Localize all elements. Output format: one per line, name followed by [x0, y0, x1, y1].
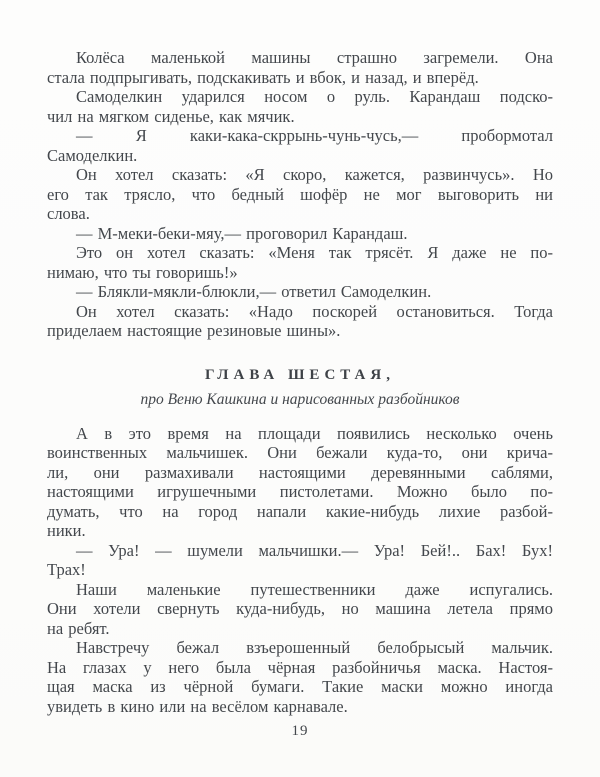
text-line: на ребят. [47, 618, 110, 638]
paragraph [47, 302, 553, 341]
text-line: ли, они размахивали настоящими деревянными саблями, [47, 462, 553, 482]
text-line: настоящими игрушечными пистолетами. Можно было по- [47, 482, 553, 501]
text-line: стала подпрыгивать, подскакивать и вбок, и назад, и вперёд. [47, 67, 479, 87]
text-line: увидеть в кино или на весёлом карнавале. [47, 696, 348, 716]
page-number: 19 [291, 723, 309, 739]
text-line: приделаем настоящие резиновые шины». [47, 321, 341, 340]
text-line: его так трясло, что бедный шофёр не мог выговорить ни [47, 184, 553, 204]
paragraph [47, 165, 553, 224]
paragraph [47, 243, 553, 282]
paragraph [47, 638, 553, 716]
text-line: Колёса маленькой машины страшно загремели. Она [76, 48, 553, 67]
paragraph [47, 126, 553, 165]
paragraph [47, 282, 553, 302]
text-line: Самоделкин. [47, 145, 138, 165]
page-text-block [47, 48, 553, 716]
text-line: Навстречу бежал взъерошенный белобрысый мальчик. [76, 638, 553, 657]
text-line: Они хотели свернуть куда-нибудь, но машина летела прямо [47, 599, 553, 618]
text-line: — М-меки-беки-мяу,— проговорил Карандаш. [76, 223, 408, 243]
text-line: А в это время на площади появились несколько очень [76, 423, 553, 443]
paragraph [47, 48, 553, 87]
text-line: — Блякли-мякли-блюкли,— ответил Самоделкин. [76, 282, 432, 301]
chapter-subtitle: про Веню Кашкина и нарисованных разбойников [140, 390, 460, 408]
text-line: воинственных мальчишек. Они бежали куда-то, они крича- [47, 443, 553, 462]
paragraph [47, 424, 553, 541]
text-line: Наши маленькие путешественники даже испугались. [76, 579, 553, 599]
text-line: Это он хотел сказать: «Меня так трясёт. Я даже не по- [76, 243, 553, 262]
text-line: ники. [47, 521, 86, 540]
paragraph [47, 541, 553, 580]
text-line: Он хотел сказать: «Надо поскорей остановиться. Тогда [76, 301, 553, 321]
text-line: — Я каки-кака-скррынь-чунь-чусь,— пробормотал [76, 126, 553, 145]
paragraph [47, 224, 553, 244]
text-line: нимаю, что ты говоришь!» [47, 262, 238, 282]
text-line: Трах! [47, 560, 86, 579]
chapter-heading: ГЛАВА ШЕСТАЯ, [205, 366, 395, 383]
text-line: чил на мягком сиденье, как мячик. [47, 106, 295, 126]
text-line: щая маска из чёрной бумаги. Такие маски можно иногда [47, 677, 553, 696]
text-line: На глазах у него была чёрная разбойничья маска. Настоя- [47, 657, 553, 677]
spacer [47, 410, 553, 424]
paragraph [47, 87, 553, 126]
paragraph [47, 580, 553, 639]
text-line: слова. [47, 204, 90, 223]
text-line: Самоделкин ударился носом о руль. Карандаш подско- [76, 87, 553, 106]
text-line: — Ура! — шумели мальчишки.— Ура! Бей!.. Бах! Бух! [76, 540, 553, 560]
text-line: Он хотел сказать: «Я скоро, кажется, развинчусь». Но [76, 165, 553, 184]
text-line: думать, что на город напали какие-нибудь лихие разбой- [47, 501, 553, 521]
